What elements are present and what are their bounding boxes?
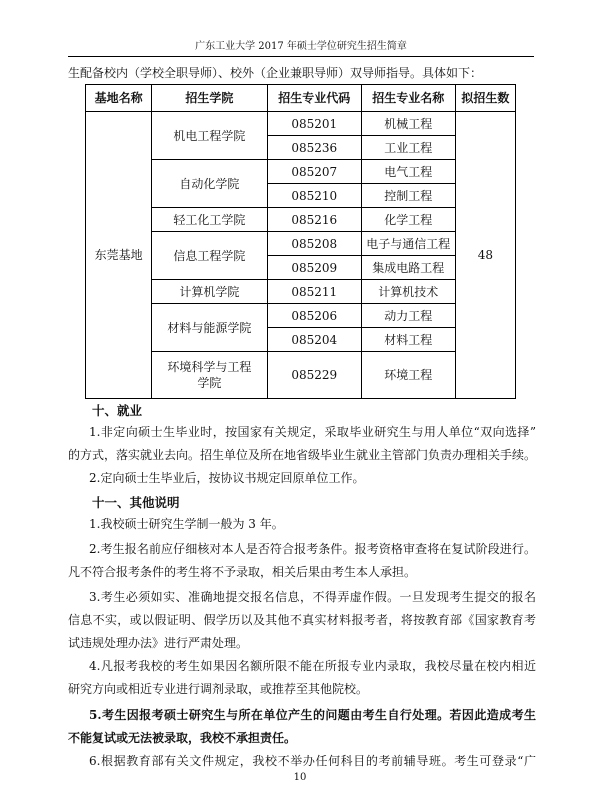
major-code-cell: 085236 xyxy=(267,136,361,160)
text-line: 信息不实，或以假证明、假学历以及其他不真实材料报考者，将按教育部《国家教育考 xyxy=(68,613,536,627)
page-header-title: 广东工业大学 2017 年硕士学位研究生招生简章 xyxy=(195,41,407,52)
text-line: 不能复试或无法被录取，我校不承担责任。 xyxy=(68,731,297,745)
major-name-cell: 电子与通信工程 xyxy=(361,232,455,256)
text-line: 5.考生因报考硕士研究生与所在单位产生的问题由考生自行处理。若因此造成考生 xyxy=(89,708,536,722)
major-name-cell: 机械工程 xyxy=(361,112,455,136)
header-major-code: 招生专业代码 xyxy=(267,85,361,112)
major-code-cell: 085201 xyxy=(267,112,361,136)
section-11-para-1 xyxy=(68,513,536,536)
header-base: 基地名称 xyxy=(86,85,152,112)
college-cell xyxy=(152,352,267,399)
college-line-1: 环境科学与工程 xyxy=(167,360,252,374)
college-cell: 计算机学院 xyxy=(152,280,267,304)
major-code-cell: 085211 xyxy=(267,280,361,304)
enrollment-table xyxy=(85,84,516,399)
section-11-para-5 xyxy=(68,704,536,750)
section-11-para-2 xyxy=(68,538,536,584)
major-name-cell: 材料工程 xyxy=(361,328,455,352)
text-line: 凡不符合报考条件的考生将不予录取，相关后果由考生本人承担。 xyxy=(68,565,417,579)
header-major-name: 招生专业名称 xyxy=(361,85,455,112)
major-name-cell: 工业工程 xyxy=(361,136,455,160)
text-line: 4.凡报考我校的考生如果因名额所限不能在所报专业内录取，我校尽量在校内相近 xyxy=(89,659,536,673)
table-header-row xyxy=(86,85,516,112)
section-10-para-2 xyxy=(68,467,536,490)
college-cell: 材料与能源学院 xyxy=(152,304,267,352)
quota-cell: 48 xyxy=(455,112,515,399)
college-cell: 机电工程学院 xyxy=(152,112,267,160)
major-name-cell: 集成电路工程 xyxy=(361,256,455,280)
header-quota: 拟招生数 xyxy=(455,85,515,112)
text-line: 2.考生报名前应仔细核对本人是否符合报考条件。报考资格审查将在复试阶段进行。 xyxy=(89,542,536,556)
major-code-cell: 085206 xyxy=(267,304,361,328)
major-code-cell: 085209 xyxy=(267,256,361,280)
major-name-cell: 控制工程 xyxy=(361,184,455,208)
text-line: 试违规处理办法》进行严肃处理。 xyxy=(68,636,249,650)
college-cell: 信息工程学院 xyxy=(152,232,267,280)
text-line: 研究方向或相近专业进行调剂录取，或推荐至其他院校。 xyxy=(68,682,369,696)
page-number: 10 xyxy=(293,772,307,783)
text-line: 1.我校硕士研究生学制一般为 3 年。 xyxy=(89,517,284,531)
header-college: 招生学院 xyxy=(152,85,267,112)
major-name-cell: 计算机技术 xyxy=(361,280,455,304)
base-name-cell: 东莞基地 xyxy=(86,112,152,399)
header-divider xyxy=(68,56,534,57)
text-line: 3.考生必须如实、准确地提交报名信息，不得弄虚作假。一旦发现考生提交的报名 xyxy=(89,590,536,604)
text-line: 6.根据教育部有关文件规定，我校不举办任何科目的考前辅导班。考生可登录“广 xyxy=(89,754,536,768)
text-line: 1.非定向硕士生毕业时，按国家有关规定，采取毕业研究生与用人单位“双向选择” xyxy=(89,425,536,439)
major-code-cell: 085229 xyxy=(267,352,361,399)
text-line: 2.定向硕士生毕业后，按协议书规定回原单位工作。 xyxy=(89,471,365,485)
major-name-cell: 动力工程 xyxy=(361,304,455,328)
major-name-cell: 化学工程 xyxy=(361,208,455,232)
major-name-cell: 电气工程 xyxy=(361,160,455,184)
college-cell: 自动化学院 xyxy=(152,160,267,208)
section-11-para-4 xyxy=(68,655,536,701)
major-code-cell: 085208 xyxy=(267,232,361,256)
major-code-cell: 085216 xyxy=(267,208,361,232)
section-11-para-6 xyxy=(68,750,536,773)
intro-text: 生配备校内（学校全职导师）、校外（企业兼职导师）双导师指导。具体如下： xyxy=(68,66,483,80)
major-code-cell: 085204 xyxy=(267,328,361,352)
major-code-cell: 085207 xyxy=(267,160,361,184)
college-cell: 轻工化工学院 xyxy=(152,208,267,232)
table-row xyxy=(86,112,516,136)
college-line-2: 学院 xyxy=(197,376,222,390)
text-line: 的方式，落实就业去向。招生单位及所在地省级毕业生就业主管部门负责办理相关手续。 xyxy=(68,448,537,462)
section-11-title: 十一、其他说明 xyxy=(92,495,180,510)
major-code-cell: 085210 xyxy=(267,184,361,208)
section-10-title: 十、就业 xyxy=(92,403,143,418)
section-10-para-1 xyxy=(68,421,536,467)
major-name-cell: 环境工程 xyxy=(361,352,455,399)
section-11-para-3 xyxy=(68,586,536,655)
